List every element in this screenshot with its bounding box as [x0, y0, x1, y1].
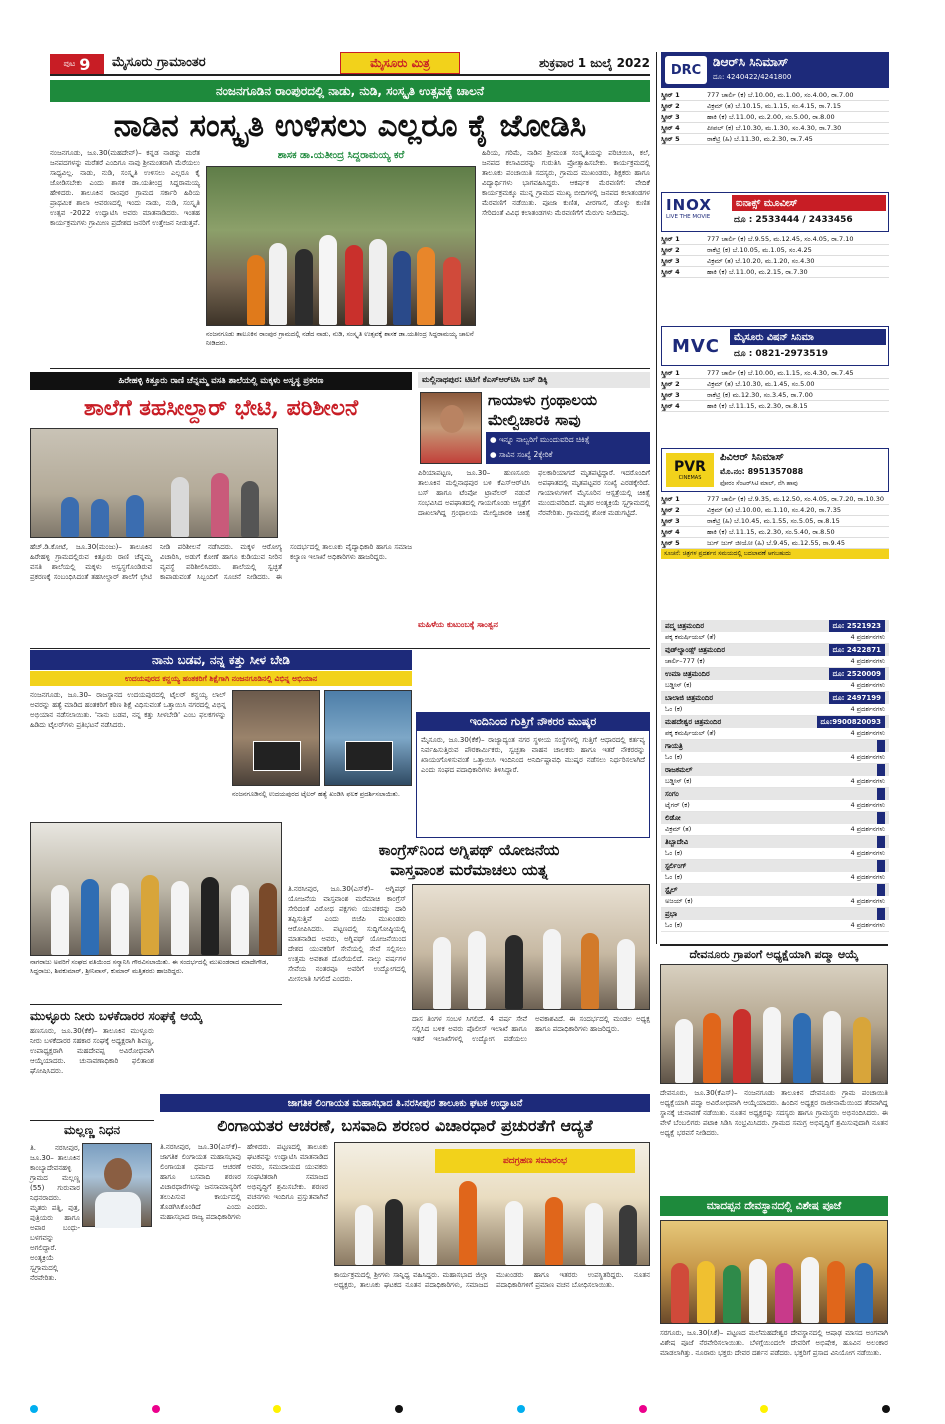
mvc-title: ಮೈಸೂರು ವಿಷನ್ ಸಿನಿಮಾ — [734, 331, 814, 343]
inox-logo: INOX LIVE THE MOVIE — [666, 196, 712, 220]
mulluru-body-text: ಹಣಸೂರು, ಜೂ.30(ಕೆಕೆ)– ತಾಲೂಕಿನ ಮುಳ್ಳೂರು ನೀರು ಬಳಕೆದಾರರ ಸಹಕಾರ ಸಂಘಕ್ಕೆ ಅಧ್ಯಕ್ಷರಾಗಿ ಶಿವಣ್ಣ, ಉಪಾಧ್ಯಕ್ಷರಾಗಿ ಮಹದೇವಪ್ಪ ಅವಿರೋಧವಾಗಿ ಆಯ್ಕೆಯಾದರು. ಚುನಾವಣಾಧಿಕಾರಿ ಫಲಿತಾಂಶ ಘೋಷಿಸಿದರು. — [30, 1027, 154, 1075]
mvc-title-band — [730, 329, 886, 345]
pvr-title: ಪಿವಿಆರ್ ಸಿನಿಮಾಸ್ — [720, 452, 784, 463]
cinema-column — [656, 52, 888, 944]
pvr-address: ಫೋರಂ ಸೆಂಟರ್‌ಸಿಟಿ ಮಾಲ್, ನೆಗಿ ಹಾವು — [720, 480, 798, 487]
inox-list — [661, 234, 889, 278]
mvc-row: ಸ್ಕ್ರೀನ್ 1 777 ಚಾರ್ಲಿ (ಕ) ಬೆ.10.00, ಮ.1.15, ಸಂ.4.30, ರಾ.7.45 — [661, 368, 889, 379]
madappa-photo — [660, 1220, 888, 1324]
drc-phone: ದೂ: 4240422/4241800 — [713, 73, 792, 81]
lingayat-body2 — [334, 1270, 650, 1382]
theatre-block: ಲಿಡೋ ವಿಕ್ರಮ್ (ತ) 4 ಪ್ರದರ್ಶನಗಳು — [661, 812, 889, 836]
lead-col1-text: ನಂಜನಗೂಡು, ಜೂ.30(ಮಹದೇವ್)– ಕನ್ನಡ ನಾಡನ್ನು ಮರೆತ ಜನಪದಗಳನ್ನು ಮರೆತರೆ ಎಂದಿಗೂ ನಾವು ಶ್ರೀಮಂತರಾಗಿ ಮೆರೆಯಲು ಸಾಧ್ಯವಿಲ್ಲ. ನಾಡು, ನುಡಿ, ಸಂಸ್ಕೃತಿ ಉಳಿಸಲು ಎಲ್ಲರೂ ಕೈ ಜೋಡಿಸಬೇಕು ಎಂದು ಶಾಸಕ ಡಾ.ಯತೀಂದ್ರ ಸಿದ್ದರಾಮಯ್ಯ ಹೇಳಿದರು. ತಾಲೂಕಿನ ರಾಂಪುರ ಗ್ರಾಮದ ಸರ್ಕಾರಿ ಹಿರಿಯ ಪ್ರಾಥಮಿಕ ಶಾಲಾ ಆವರಣದಲ್ಲಿ ಇಂದು ನಾಡು, ನುಡಿ, ಸಂಸ್ಕೃತಿ ಉತ್ಸವ -2022 ಉದ್ಘಾಟಿಸಿ ಅವರು ಮಾತನಾಡಿದರು. ಇಂತಹ ಕಾರ್ಯಕ್ರಮಗಳು ಗ್ರಾಮೀಣ ಪ್ರದೇಶದ ಜನರಿಗೆ ಉತ್ತೇಜನ ನೀಡುತ್ತವೆ. — [50, 149, 200, 227]
paper-name: ಮೈಸೂರು ಮಿತ್ರ — [370, 55, 430, 70]
theatre-block: ಪದ್ಮ ಚಿತ್ರಮಂದಿರ ದೂ: 2521923 ಪಕ್ಕ ಕಮರ್ಷಿಯಲ್ (ತೆ) 4 ಪ್ರದರ್ಶನಗಳು — [661, 620, 889, 644]
school-kicker-band — [30, 372, 412, 390]
staff-headline-band — [417, 713, 649, 731]
page-number-badge — [50, 54, 104, 74]
library-sub-kicker: ಮಹಿಳೆಯ ಕುಟುಂಬಕ್ಕೆ ಸಾಂತ್ವನ — [418, 620, 498, 629]
staff-body-text: ಮೈಸೂರು, ಜೂ.30(ಕೆಕೆ)– ರಾಜ್ಯಾದ್ಯಂತ ನಗರ ಸ್ಥಳೀಯ ಸಂಸ್ಥೆಗಳಲ್ಲಿ ಗುತ್ತಿಗೆ ಆಧಾರದಲ್ಲಿ ಕರ್ತವ್ಯ ನಿರ್ವಹಿಸುತ್ತಿರುವ ಪೌರಕಾರ್ಮಿಕರು, ಸ್ವಚ್ಛತಾ ವಾಹನ ಚಾಲಕರು ಹಾಗೂ ಇತರೆ ನೌಕರರನ್ನು ಖಾಯಂಗೊಳಿಸುವಂತೆ ಒತ್ತಾಯಿಸಿ ಇಂದಿನಿಂದ ಅನಿರ್ದಿಷ್ಟಾವಧಿ ಮುಷ್ಕರ ನಡೆಸಲು ನಿರ್ಧರಿಸಲಾಗಿದೆ ಎಂದು ಸಂಘದ ಪದಾಧಿಕಾರಿಗಳು ತಿಳಿಸಿದ್ದಾರೆ. — [421, 736, 645, 774]
agnipath-headline1: ಕಾಂಗ್ರೆಸ್‌ನಿಂದ ಅಗ್ನಿಪಥ್ ಯೋಜನೆಯ — [378, 841, 560, 859]
lingayat-body-text: ತಿ.ನರಸೀಪುರ, ಜೂ.30(ಎಸ್‌ಕೆ)– ಜಾಗತಿಕ ಲಿಂಗಾಯತ ಮಹಾಸಭಾವು ಲಿಂಗಾಯತ ಧರ್ಮದ ಆಚರಣೆ ಹಾಗೂ ಬಸವಾದಿ ಶರಣರ ವಿಚಾರಧಾರೆಗಳನ್ನು ಜನಸಾಮಾನ್ಯರಿಗೆ ತಲುಪಿಸುವ ಕಾರ್ಯದಲ್ಲಿ ತೊಡಗಿಸಿಕೊಂಡಿದೆ ಎಂದು ಮಹಾಸಭಾದ ರಾಜ್ಯ ಪದಾಧಿಕಾರಿಗಳು ಹೇಳಿದರು. ಪಟ್ಟಣದಲ್ಲಿ ತಾಲೂಕು ಘಟಕವನ್ನು ಉದ್ಘಾಟಿಸಿ ಮಾತನಾಡಿದ ಅವರು, ಸಮುದಾಯದ ಯುವಕರು ಸಂಘಟಿತರಾಗಿ ಸಮಾಜದ ಅಭಿವೃದ್ಧಿಗೆ ಶ್ರಮಿಸಬೇಕು. ಶರಣರ ವಚನಗಳು ಇಂದಿಗೂ ಪ್ರಸ್ತುತವಾಗಿವೆ ಎಂದರು. — [160, 1143, 328, 1221]
agnipath-photo — [412, 884, 650, 1010]
theatre-block: ಪ್ರಭಾ ಓಂ (ಕ) 4 ಪ್ರದರ್ಶನಗಳು — [661, 908, 889, 932]
theatre-block: ಸಂಗಂ ಟೈಗರ್ (ಕ) 4 ಪ್ರದರ್ಶನಗಳು — [661, 788, 889, 812]
agnipath-body2 — [412, 1014, 650, 1090]
devanur-body — [660, 1088, 888, 1192]
registration-mark-icon — [152, 1405, 160, 1413]
lingayat-body2-text: ಕಾರ್ಯಕ್ರಮದಲ್ಲಿ ಶ್ರೀಗಳು ಸಾನ್ನಿಧ್ಯ ವಹಿಸಿದ್ದರು. ಮಹಾಸಭಾದ ಜಿಲ್ಲಾ ಅಧ್ಯಕ್ಷರು, ತಾಲೂಕು ಘಟಕದ ನೂತನ ಪದಾಧಿಕಾರಿಗಳು, ಸಮಾಜದ ಮುಖಂಡರು ಹಾಗೂ ಇತರರು ಉಪಸ್ಥಿತರಿದ್ದರು. ನೂತನ ಪದಾಧಿಕಾರಿಗಳಿಗೆ ಪ್ರಮಾಣ ವಚನ ಬೋಧಿಸಲಾಯಿತು. — [334, 1271, 650, 1289]
mvc-logo: MVC — [671, 335, 721, 357]
school-body — [30, 542, 412, 646]
library-headline2: ಮೇಲ್ವಿಚಾರಕಿ ಸಾವು — [488, 411, 581, 429]
theatre-block: ಮಹದೇಶ್ವರ ಚಿತ್ರಮಂದಿರ ದೂ:9900820093 ಪಕ್ಕ ಕಮರ್ಷಿಯಲ್ (ತೆ) 4 ಪ್ರದರ್ಶನಗಳು — [661, 716, 889, 740]
pvr-row: ಸ್ಕ್ರೀನ್ 3 ರಾಕೆಟ್ರಿ (ಹಿ) ಬೆ.10.45, ಮ.1.55, ಸಂ.5.05, ರಾ.8.15 — [661, 516, 889, 527]
poor-subkicker-band — [30, 671, 412, 686]
felicitation-photo — [30, 822, 282, 956]
mvc-phone: ದೂ : 0821-2973519 — [734, 349, 829, 359]
poor-caption: ನಂಜನಗೂಡಿನಲ್ಲಿ ಉದಯಪುರದ ಟೈಲರ್ ಹತ್ಯೆ ಖಂಡಿಸಿ ಫಲಕ ಪ್ರದರ್ಶಿಸಲಾಯಿತು. — [232, 790, 400, 798]
pvr-row: ಸ್ಕ್ರೀನ್ 4 ಹಾಕಿ (ಕ) ಬೆ.11.15, ಮ.2.30, ಸಂ.5.40, ರಾ.8.50 — [661, 527, 889, 538]
staff-headline: ಇಂದಿನಿಂದ ಗುತ್ತಿಗೆ ನೌಕರರ ಮುಷ್ಕರ — [469, 715, 597, 728]
staff-box — [416, 712, 650, 838]
lingayat-banner: ಪದಗ್ರಹಣ ಸಮಾರಂಭ — [435, 1149, 635, 1173]
page-number: 9 — [79, 54, 91, 74]
drc-row: ಸ್ಕ್ರೀನ್ 1 777 ಚಾರ್ಲಿ (ಕ) ಬೆ.10.00, ಮ.1.00, ಸಂ.4.00, ರಾ.7.00 — [661, 90, 889, 101]
obituary-box — [30, 1120, 154, 1382]
obituary-photo — [82, 1143, 152, 1227]
lead-col2 — [482, 148, 650, 333]
registration-mark-icon — [395, 1405, 403, 1413]
poor-subkicker: ಉದಯಪುರದ ಕನ್ಹಯ್ಯ ಹಂತಕರಿಗೆ ಶಿಕ್ಷೆಗಾಗಿ ನಂಜನಗೂಡಿನಲ್ಲಿ ವಿಭಿನ್ನ ಅಭಿಯಾನ — [124, 673, 318, 683]
issue-date: ಶುಕ್ರವಾರ 1 ಜುಲೈ 2022 — [538, 56, 650, 70]
pvr-row: ಸ್ಕ್ರೀನ್ 5 ಜುಗ್ ಜುಗ್ ಜೀಯೋ (ಹಿ) ಬೆ.9.45, ಮ.12.55, ರಾ.9.45 — [661, 538, 889, 549]
poor-body-text: ನಂಜನಗೂಡು, ಜೂ.30– ರಾಜಸ್ಥಾನದ ಉದಯಪುರದಲ್ಲಿ ಟೈಲರ್ ಕನ್ಹಯ್ಯ ಲಾಲ್ ಅವರನ್ನು ಹತ್ಯೆ ಮಾಡಿದ ಹಂತಕರಿಗೆ ಕಠಿಣ ಶಿಕ್ಷೆ ವಿಧಿಸುವಂತೆ ಒತ್ತಾಯಿಸಿ ನಗರದಲ್ಲಿ ವಿಭಿನ್ನ ಅಭಿಯಾನ ನಡೆಸಲಾಯಿತು. 'ನಾನು ಬಡವ, ನನ್ನ ಕತ್ತು ಸೀಳಬೇಡಿ' ಎಂಬ ಫಲಕಗಳನ್ನು ಹಿಡಿದು ಟೈಲರ್‌ಗಳು ಪ್ರತಿಭಟನೆ ನಡೆಸಿದರು. — [30, 691, 226, 729]
inox-row: ಸ್ಕ್ರೀನ್ 1 777 ಚಾರ್ಲಿ (ಕ) ಬೆ.9.55, ಮ.12.45, ಸಂ.4.05, ರಾ.7.10 — [661, 234, 889, 245]
theatre-block: ಸ್ಟೈಲ್ ಅಜಯ್ (ಕ) 4 ಪ್ರದರ್ಶನಗಳು — [661, 884, 889, 908]
mulluru-body — [30, 1026, 154, 1116]
registration-mark-icon — [517, 1405, 525, 1413]
agnipath-body — [288, 884, 406, 1090]
agnipath-body-text: ತಿ.ನರಸೀಪುರ, ಜೂ.30(ಎಸ್‌ಕೆ)– ಅಗ್ನಿಪಥ್ ಯೋಜನೆಯ ವಾಸ್ತವಾಂಶ ಮರೆಮಾಚಿ ಕಾಂಗ್ರೆಸ್ ಸೇರಿದಂತೆ ವಿರೋಧ ಪಕ್ಷಗಳು ಯುವಕರನ್ನು ದಾರಿ ತಪ್ಪಿಸುತ್ತಿವೆ ಎಂದು ಬಿಜೆಪಿ ಮುಖಂಡರು ಆರೋಪಿಸಿದರು. ಪಟ್ಟಣದಲ್ಲಿ ಸುದ್ದಿಗೋಷ್ಠಿಯಲ್ಲಿ ಮಾತನಾಡಿದ ಅವರು, ಅಗ್ನಿಪಥ್ ಯೋಜನೆಯಿಂದ ದೇಶದ ಯುವಕರಿಗೆ ಸೇನೆಯಲ್ಲಿ ಸೇವೆ ಸಲ್ಲಿಸಲು ಉತ್ತಮ ಅವಕಾಶ ದೊರೆಯಲಿದೆ. ನಾಲ್ಕು ವರ್ಷಗಳ ಸೇವೆಯ ನಂತರವೂ ಅವರಿಗೆ ಉದ್ಯೋಗದಲ್ಲಿ ಮೀಸಲಾತಿ ಸಿಗಲಿದೆ ಎಂದರು. — [288, 885, 406, 983]
inox-row: ಸ್ಕ್ರೀನ್ 4 ಹಾಕಿ (ಕ) ಬೆ.11.00, ಮ.2.15, ರಾ.7.30 — [661, 267, 889, 278]
theatre-block: ರಾಜಕಮಲ್ ಬಡ್ಡೀಸ್ (ಕ) 4 ಪ್ರದರ್ಶನಗಳು — [661, 764, 889, 788]
library-headline1: ಗಾಯಾಳು ಗ್ರಂಥಾಲಯ — [488, 391, 598, 409]
drc-list — [661, 90, 889, 145]
theatre-block: ಬಾಲಾಜಿ ಚಿತ್ರಮಂದಿರ ದೂ: 2497199 ಓಂ (ಕ) 4 ಪ್ರದರ್ಶನಗಳು — [661, 692, 889, 716]
page-label: ಪುಟ — [63, 59, 76, 68]
mvc-list — [661, 368, 889, 412]
lead-col2-text: ಹಿರಿಯ, ಗರಿಮೆ, ನಾಡಿನ ಶ್ರೀಮಂತ ಸಂಸ್ಕೃತಿಯನ್ನು ಪರಿಚಯಿಸಿ, ಕಲೆ, ಜನಪದ ಕಲಾವಿದರನ್ನು ಗುರುತಿಸಿ ಪ್ರೋತ್ಸಾಹಿಸಬೇಕು. ಕಾರ್ಯಕ್ರಮದಲ್ಲಿ ತಾಲೂಕು ಪಂಚಾಯಿತಿ ಸದಸ್ಯರು, ಗ್ರಾಮದ ಮುಖಂಡರು, ಶಿಕ್ಷಕರು ಹಾಗೂ ವಿದ್ಯಾರ್ಥಿಗಳು ಭಾಗವಹಿಸಿದ್ದರು. ಆಕರ್ಷಕ ಮೆರವಣಿಗೆ: ವೇದಿಕೆ ಕಾರ್ಯಕ್ರಮಕ್ಕೂ ಮುನ್ನ ಗ್ರಾಮದ ಮುಖ್ಯ ಬೀದಿಗಳಲ್ಲಿ ಜನಪದ ಕಲಾತಂಡಗಳ ಮೆರವಣಿಗೆ ನಡೆಯಿತು. ಪೂಜಾ ಕುಣಿತ, ವೀರಗಾಸೆ, ಡೊಳ್ಳು ಕುಣಿತ ಸೇರಿದಂತೆ ವಿವಿಧ ಕಲಾತಂಡಗಳು ಮೆರವಣಿಗೆಗೆ ಮೆರುಗು ನೀಡಿದವು. — [482, 149, 650, 217]
theatre-block: ಗಾಯತ್ರಿ ಓಂ (ಕ) 4 ಪ್ರದರ್ಶನಗಳು — [661, 740, 889, 764]
poor-body — [30, 690, 226, 818]
lead-kicker: ನಂಜನಗೂಡಿನ ರಾಂಪುರದಲ್ಲಿ ನಾಡು, ನುಡಿ, ಸಂಸ್ಕೃತಿ ಉತ್ಸವಕ್ಕೆ ಚಾಲನೆ — [215, 83, 485, 98]
library-kicker-band — [418, 372, 650, 388]
drc-row: ಸ್ಕ್ರೀನ್ 5 ರಾಕೆಟ್ರಿ (ಹಿ) ಬೆ.11.30, ಮ.2.30, ರಾ.7.45 — [661, 134, 889, 145]
theatre-block: ತಿಬ್ಬಾದೇವಿ ಓಂ (ಕ) 4 ಪ್ರದರ್ಶನಗಳು — [661, 836, 889, 860]
pvr-row: ಸ್ಕ್ರೀನ್ 2 ವಿಕ್ರಮ್ (ತ) ಬೆ.10.00, ಮ.1.10, ಸಂ.4.20, ರಾ.7.35 — [661, 505, 889, 516]
agnipath-headline2: ವಾಸ್ತವಾಂಶ ಮರೆಮಾಚಲು ಯತ್ನ — [390, 861, 548, 879]
section-name: ಮೈಸೂರು ಗ್ರಾಮಾಂತರ — [112, 55, 206, 70]
library-victim-photo — [420, 392, 482, 464]
lingayat-kicker-band — [160, 1094, 650, 1112]
registration-mark-icon — [882, 1405, 890, 1413]
lead-headline: ನಾಡಿನ ಸಂಸ್ಕೃತಿ ಉಳಿಸಲು ಎಲ್ಲರೂ ಕೈ ಜೋಡಿಸಿ — [113, 108, 587, 144]
theatre-block: ಸ್ಟರ್ಲಿಂಗ್ ಓಂ (ಕ) 4 ಪ್ರದರ್ಶನಗಳು — [661, 860, 889, 884]
mvc-header — [661, 326, 889, 366]
registration-mark-icon — [760, 1405, 768, 1413]
madappa-body-text: ಸರಗೂರು, ಜೂ.30(ಸಿಕೆ)– ಪಟ್ಟಣದ ಮಲೆಮಹದೇಶ್ವರ ದೇವಸ್ಥಾನದಲ್ಲಿ ಆಷಾಢ ಮಾಸದ ಅಂಗವಾಗಿ ವಿಶೇಷ ಪೂಜೆ ನೆರವೇರಿಸಲಾಯಿತು. ಬೆಳಗ್ಗೆಯಿಂದಲೇ ದೇವರಿಗೆ ಅಭಿಷೇಕ, ಹೂವಿನ ಅಲಂಕಾರ ಮಾಡಲಾಗಿತ್ತು. ನೂರಾರು ಭಕ್ತರು ದೇವರ ದರ್ಶನ ಪಡೆದರು. ಭಕ್ತರಿಗೆ ಪ್ರಸಾದ ವಿನಿಯೋಗ ನಡೆಯಿತು. — [660, 1329, 888, 1357]
mvc-row: ಸ್ಕ್ರೀನ್ 4 ಹಾಕಿ (ಕ) ಬೆ.11.15, ಮ.2.30, ರಾ.8.15 — [661, 401, 889, 412]
school-photo — [30, 428, 278, 538]
masthead — [50, 52, 650, 76]
drc-row: ಸ್ಕ್ರೀನ್ 4 ಪೀಪಲ್ (ಕ) ಬೆ.10.30, ಮ.1.30, ಸಂ.4.30, ರಾ.7.30 — [661, 123, 889, 134]
lingayat-photo — [334, 1142, 650, 1266]
theatre-list — [661, 620, 889, 932]
drc-title: ಡಿಆರ್‌ಸಿ ಸಿನಿಮಾಸ್ — [713, 55, 789, 69]
devanur-headline: ದೇವನೂರು ಗ್ರಾಪಂಗೆ ಅಧ್ಯಕ್ಷೆಯಾಗಿ ಪದ್ಮಾ ಆಯ್ಕೆ — [660, 944, 888, 964]
lead-subhead: ಶಾಸಕ ಡಾ.ಯತೀಂದ್ರ ಸಿದ್ದರಾಮಯ್ಯ ಕರೆ — [277, 150, 405, 161]
drc-row: ಸ್ಕ್ರೀನ್ 2 ವಿಕ್ರಮ್ (ತ) ಬೆ.10.15, ಮ.1.15, ಸಂ.4.15, ರಾ.7.15 — [661, 101, 889, 112]
registration-mark-icon — [273, 1405, 281, 1413]
madappa-body — [660, 1328, 888, 1382]
poor-kicker: ನಾನು ಬಡವ, ನನ್ನ ಕತ್ತು ಸೀಳ ಬೇಡಿ — [152, 652, 290, 667]
lingayat-headline: ಲಿಂಗಾಯತರ ಆಚರಣೆ, ಬಸವಾದಿ ಶರಣರ ವಿಚಾರಧಾರೆ ಪ್ರಚುರತೆಗೆ ಆದ್ಯತೆ — [217, 1116, 593, 1135]
library-kicker: ಮಲ್ಲಿನಾಥಪುರ: ಟಿಟಿಗೆ ಕೆಎಸ್‌ಆರ್‌ಟಿಸಿ ಬಸ್ ಡಿಕ್ಕಿ — [422, 375, 548, 384]
agnipath-body2-text: ದಾಸ ತಿಂಗಳ ಸಂಬಳ ಸಿಗಲಿದೆ. 4 ವರ್ಷ ಸೇವೆ ಸಲ್ಲಿಸಿದ ಬಳಿಕ ಅವರು ಪೊಲೀಸ್ ಇಲಾಖೆ ಹಾಗೂ ಇತರೆ ಇಲಾಖೆಗಳಲ್ಲಿ ಉದ್ಯೋಗ ಪಡೆಯಲು ಅವಕಾಶವಿದೆ. ಈ ಸಂದರ್ಭದಲ್ಲಿ ಮಂಡಲ ಅಧ್ಯಕ್ಷ ಹಾಗೂ ಪದಾಧಿಕಾರಿಗಳು ಹಾಜರಿದ್ದರು. — [412, 1015, 650, 1043]
drc-logo: DRC — [665, 56, 707, 84]
pvr-phone: ಮೊ.ನಂ: 8951357088 — [720, 467, 804, 476]
pvr-header — [661, 448, 889, 492]
mulluru-headline: ಮುಳ್ಳೂರು ನೀರು ಬಳಕೆದಾರರ ಸಂಘಕ್ಕೆ ಆಯ್ಕೆ — [30, 1004, 282, 1025]
pvr-note: ಸೂಚನೆ: ಚಿತ್ರಗಳ ಪ್ರದರ್ಶನ ಸಮಯದಲ್ಲಿ ಬದಲಾವಣೆ ಆಗಬಹುದು — [661, 549, 889, 559]
lead-caption: ನಂಜನಗೂಡು ತಾಲೂಕಿನ ರಾಂಪುರ ಗ್ರಾಮದಲ್ಲಿ ನಡೆದ ನಾಡು, ನುಡಿ, ಸಂಸ್ಕೃತಿ ಉತ್ಸವಕ್ಕೆ ಶಾಸಕ ಡಾ.ಯತೀಂದ್ರ ಸಿದ್ದರಾಮಯ್ಯ ಚಾಲನೆ ನೀಡಿದರು. — [206, 330, 474, 347]
inox-phone: ದೂ : 2533444 / 2433456 — [734, 215, 853, 225]
registration-mark-icon — [30, 1405, 38, 1413]
lingayat-kicker: ಜಾಗತಿಕ ಲಿಂಗಾಯತ ಮಹಾಸಭಾದ ತಿ.ನರಸೀಪುರ ತಾಲೂಕು ಘಟಕ ಉದ್ಘಾಟನೆ — [287, 1097, 523, 1109]
poor-kicker-band — [30, 650, 412, 670]
pvr-logo: PVR CINEMAS — [666, 453, 714, 487]
school-headline: ಶಾಲೆಗೆ ತಹಸೀಲ್ದಾರ್ ಭೇಟಿ, ಪರಿಶೀಲನೆ — [83, 395, 359, 421]
obituary-title: ಮಲ್ಲಣ್ಣ ನಿಧನ — [63, 1123, 121, 1137]
inox-row: ಸ್ಕ್ರೀನ್ 3 ವಿಕ್ರಮ್ (ತ) ಬೆ.10.20, ಮ.1.20, ಸಂ.4.30 — [661, 256, 889, 267]
obituary-body — [30, 1143, 80, 1282]
mvc-row: ಸ್ಕ್ರೀನ್ 3 ರಾಕೆಟ್ರಿ (ಕ) ಮ.12.30, ಸಂ.3.45, ರಾ.7.00 — [661, 390, 889, 401]
lead-col1 — [50, 148, 200, 333]
school-kicker: ಹಿರೇಹಳ್ಳಿ ಕಿತ್ತೂರು ರಾಣಿ ಚೆನ್ನಮ್ಮ ವಸತಿ ಶಾಲೆಯಲ್ಲಿ ಮಕ್ಕಳು ಅಸ್ವಸ್ಥ ಪ್ರಕರಣ — [118, 376, 324, 386]
inox-title-band — [732, 195, 886, 211]
library-body — [418, 468, 650, 618]
registration-strip — [30, 1404, 890, 1414]
library-bullet-1: ● ಇನ್ನೂ ನಾಲ್ವರಿಗೆ ಮುಂದುವರಿದ ಚಿಕಿತ್ಸೆ — [490, 435, 590, 444]
felicitation-caption: ನಾಗರಾಜು ಅವರಿಗೆ ಸಂಘದ ವತಿಯಿಂದ ಸನ್ಮಾನಿಸಿ ಗೌರವಿಸಲಾಯಿತು. ಈ ಸಂದರ್ಭದಲ್ಲಿ ಮುಖಂಡರಾದ ಮಾದೇಗೌಡ, ಸಿದ್ದರಾಜು, ಶಿವಕುಮಾರ್, ಶ್ರೀನಿವಾಸ್, ಕುಮಾರ್ ಮತ್ತಿತರರು ಹಾಜರಿದ್ದರು. — [30, 958, 269, 975]
devanur-body-text: ದೇವನೂರು, ಜೂ.30(ಕೆಎಸ್)– ನಂಜನಗೂಡು ತಾಲೂಕಿನ ದೇವನೂರು ಗ್ರಾಮ ಪಂಚಾಯಿತಿ ಅಧ್ಯಕ್ಷೆಯಾಗಿ ಪದ್ಮಾ ಅವಿರೋಧವಾಗಿ ಆಯ್ಕೆಯಾದರು. ಹಿಂದಿನ ಅಧ್ಯಕ್ಷರ ರಾಜೀನಾಮೆಯಿಂದ ತೆರವಾಗಿದ್ದ ಸ್ಥಾನಕ್ಕೆ ಚುನಾವಣೆ ನಡೆಯಿತು. ನೂತನ ಅಧ್ಯಕ್ಷರನ್ನು ಸದಸ್ಯರು ಹಾಗೂ ಗ್ರಾಮಸ್ಥರು ಅಭಿನಂದಿಸಿದರು. ಈ ವೇಳೆ ಬೆಂಬಲಿಗರು ಪಟಾಕಿ ಸಿಡಿಸಿ ಸಂಭ್ರಮಿಸಿದರು. ಗ್ರಾಮದ ಸಮಗ್ರ ಅಭಿವೃದ್ಧಿಗೆ ಶ್ರಮಿಸುವುದಾಗಿ ನೂತನ ಅಧ್ಯಕ್ಷೆ ಭರವಸೆ ನೀಡಿದರು. — [660, 1089, 888, 1137]
mvc-row: ಸ್ಕ್ರೀನ್ 2 ವಿಕ್ರಮ್ (ತ) ಬೆ.10.30, ಮ.1.45, ಸಂ.5.00 — [661, 379, 889, 390]
school-body-text: ಹೆಚ್.ಡಿ.ಕೋಟೆ, ಜೂ.30(ಮಂಜು)– ತಾಲೂಕಿನ ಹಿರೇಹಳ್ಳಿ ಗ್ರಾಮದಲ್ಲಿರುವ ಕಿತ್ತೂರು ರಾಣಿ ಚೆನ್ನಮ್ಮ ವಸತಿ ಶಾಲೆಯಲ್ಲಿ ಮಕ್ಕಳು ಅಸ್ವಸ್ಥಗೊಂಡಿರುವ ಪ್ರಕರಣಕ್ಕೆ ಸಂಬಂಧಿಸಿದಂತೆ ತಹಸೀಲ್ದಾರ್ ಶಾಲೆಗೆ ಭೇಟಿ ನೀಡಿ ಪರಿಶೀಲನೆ ನಡೆಸಿದರು. ಮಕ್ಕಳ ಆರೋಗ್ಯ ವಿಚಾರಿಸಿ, ಅಡುಗೆ ಕೋಣೆ ಹಾಗೂ ಕುಡಿಯುವ ನೀರಿನ ವ್ಯವಸ್ಥೆ ಪರಿಶೀಲಿಸಿದರು. ಶಾಲೆಯಲ್ಲಿ ಸ್ವಚ್ಛತೆ ಕಾಪಾಡುವಂತೆ ಸಿಬ್ಬಂದಿಗೆ ಸೂಚನೆ ನೀಡಿದರು. ಈ ಸಂದರ್ಭದಲ್ಲಿ ತಾಲೂಕು ವೈದ್ಯಾಧಿಕಾರಿ ಹಾಗೂ ಸಮಾಜ ಕಲ್ಯಾಣ ಇಲಾಖೆ ಅಧಿಕಾರಿಗಳು ಹಾಜರಿದ್ದರು. — [30, 543, 412, 581]
lead-kicker-band — [50, 80, 650, 102]
obituary-body-text: ತಿ. ನರಸೀಪುರ, ಜೂ.30– ತಾಲೂಕಿನ ಕಾಂಬ್ಯಾದೇವನಹಳ್ಳಿ ಗ್ರಾಮದ ಮಲ್ಲಣ್ಣ (55) ಗುರುವಾರ ನಿಧನರಾದರು. ಮೃತರು ಪತ್ನಿ, ಪುತ್ರ, ಪುತ್ರಿಯರು ಹಾಗೂ ಅಪಾರ ಬಂಧು-ಬಳಗವನ್ನು ಅಗಲಿದ್ದಾರೆ. ಅಂತ್ಯಕ್ರಿಯೆ ಸ್ವಗ್ರಾಮದಲ್ಲಿ ನೆರವೇರಿತು. — [30, 1144, 80, 1282]
drc-row: ಸ್ಕ್ರೀನ್ 3 ಹಾಕಿ (ಕ) ಬೆ.11.00, ಮ.2.00, ಸಂ.5.00, ರಾ.8.00 — [661, 112, 889, 123]
poor-photo-2 — [324, 690, 412, 786]
poor-photo-1 — [232, 690, 320, 786]
paper-logo — [340, 52, 460, 74]
inox-title: ಐನಾಕ್ಸ್ ಮೂವೀಸ್ — [736, 197, 798, 209]
inox-header — [661, 192, 889, 232]
theatre-block: ವುಡ್‌ಲ್ಯಾಂಡ್ಸ್ ಚಿತ್ರಮಂದಿರ ದೂ: 2422871 ಚಾರ್ಲಿ–777 (ಕ) 4 ಪ್ರದರ್ಶನಗಳು — [661, 644, 889, 668]
registration-mark-icon — [639, 1405, 647, 1413]
madappa-headline: ಮಾದಪ್ಪನ ದೇವಸ್ಥಾನದಲ್ಲಿ ವಿಶೇಷ ಪೂಜೆ — [706, 1199, 842, 1212]
lead-photo — [206, 166, 476, 326]
theatre-block: ಉಮಾ ಚಿತ್ರಮಂದಿರ ದೂ: 2520009 ಬಡ್ಡೀಸ್ (ಕ) 4 ಪ್ರದರ್ಶನಗಳು — [661, 668, 889, 692]
lingayat-body — [160, 1142, 328, 1382]
library-body-text: ಪಿರಿಯಾಪಟ್ಟಣ, ಜೂ.30– ಹುಣಸೂರು ತಾಲೂಕಿನ ಮಲ್ಲಿನಾಥಪುರ ಬಳಿ ಕೆಎಸ್‌ಆರ್‌ಟಿಸಿ ಬಸ್ ಹಾಗೂ ಟೆಂಪೋ ಟ್ರಾವೆಲರ್ ನಡುವೆ ಸಂಭವಿಸಿದ ಅಪಘಾತದಲ್ಲಿ ಗಾಯಗೊಂಡು ಆಸ್ಪತ್ರೆಗೆ ದಾಖಲಾಗಿದ್ದ ಗ್ರಂಥಾಲಯ ಮೇಲ್ವಿಚಾರಕಿ ಚಿಕಿತ್ಸೆ ಫಲಕಾರಿಯಾಗದೆ ಮೃತಪಟ್ಟಿದ್ದಾರೆ. ಇದರೊಂದಿಗೆ ಅಪಘಾತದಲ್ಲಿ ಮೃತಪಟ್ಟವರ ಸಂಖ್ಯೆ ಎರಡಕ್ಕೇರಿದೆ. ಗಾಯಾಳುಗಳಿಗೆ ಮೈಸೂರಿನ ಆಸ್ಪತ್ರೆಯಲ್ಲಿ ಚಿಕಿತ್ಸೆ ಮುಂದುವರಿದಿದೆ. ಮೃತರ ಅಂತ್ಯಕ್ರಿಯೆ ಸ್ವಗ್ರಾಮದಲ್ಲಿ ನೆರವೇರಿತು. ಗ್ರಾಮದಲ್ಲಿ ಶೋಕ ಮಡುಗಟ್ಟಿದೆ. — [418, 469, 650, 517]
pvr-row: ಸ್ಕ್ರೀನ್ 1 777 ಚಾರ್ಲಿ (ಕ) ಬೆ.9.35, ಮ.12.50, ಸಂ.4.05, ರಾ.7.20, ರಾ.10.30 — [661, 494, 889, 505]
staff-body — [421, 735, 645, 835]
madappa-headline-band — [660, 1196, 888, 1216]
devanur-photo — [660, 964, 888, 1084]
drc-header — [661, 52, 889, 88]
library-bullets — [486, 432, 650, 464]
pvr-list — [661, 494, 889, 559]
library-bullet-2: ● ಸಾವಿನ ಸಂಖ್ಯೆ 2ಕ್ಕೇರಿಕೆ — [490, 450, 553, 459]
inox-row: ಸ್ಕ್ರೀನ್ 2 ರಾಕೆಟ್ರಿ (ಕ) ಬೆ.10.05, ಮ.1.05, ಸಂ.4.25 — [661, 245, 889, 256]
